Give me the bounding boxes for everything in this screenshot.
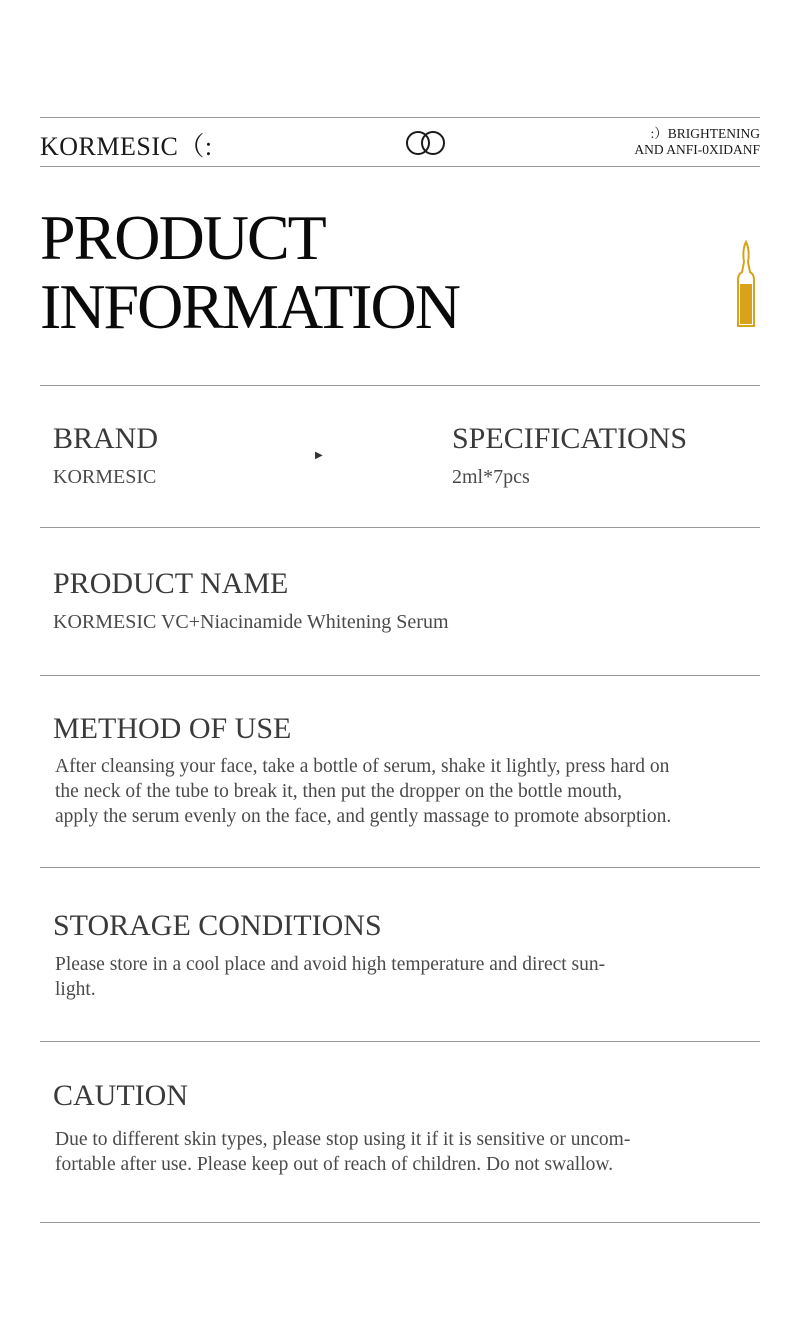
section-divider (40, 1041, 760, 1042)
method-of-use-line: After cleansing your face, take a bottle of serum, shake it lightly, press hard on (55, 756, 670, 777)
section-divider (40, 675, 760, 676)
brand-label: BRAND (53, 422, 159, 455)
specifications-label: SPECIFICATIONS (452, 422, 688, 455)
play-arrow-icon: ▶ (315, 450, 323, 461)
storage-conditions-line: Please store in a cool place and avoid high temperature and direct sun- (55, 954, 606, 975)
method-of-use-label: METHOD OF USE (53, 712, 292, 745)
page-title-line-1: PRODUCT (40, 202, 325, 273)
page-title-line-2: INFORMATION (40, 271, 459, 342)
brand-value: KORMESIC (53, 466, 157, 488)
storage-conditions-text (55, 952, 767, 1002)
product-name-value: KORMESIC VC+Niacinamide Whitening Serum (53, 611, 449, 633)
specifications-value: 2ml*7pcs (452, 466, 530, 488)
storage-conditions-line: light. (55, 979, 96, 1000)
tagline-line-2: AND ANFI-0XIDANF (634, 142, 760, 157)
header-brand: KORMESIC（: (40, 132, 213, 161)
method-of-use-line: apply the serum evenly on the face, and gently massage to promote absorption. (55, 806, 672, 827)
caution-text (55, 1127, 767, 1177)
product-name-label: PRODUCT NAME (53, 567, 289, 600)
caution-label: CAUTION (53, 1079, 188, 1112)
section-divider (40, 385, 760, 386)
section-divider (40, 1222, 760, 1223)
method-of-use-text (55, 754, 767, 829)
header-bottom-divider (40, 166, 760, 167)
section-divider (40, 867, 760, 868)
interlocking-rings-icon (405, 130, 447, 156)
method-of-use-line: the neck of the tube to break it, then put the dropper on the bottle mouth, (55, 781, 622, 802)
header-tagline (634, 126, 760, 158)
section-divider (40, 527, 760, 528)
ampoule-icon (734, 240, 758, 330)
storage-conditions-label: STORAGE CONDITIONS (53, 909, 382, 942)
caution-line: Due to different skin types, please stop using it if it is sensitive or uncom- (55, 1129, 631, 1150)
header-top-divider (40, 117, 760, 118)
tagline-line-1: :）BRIGHTENING (650, 126, 760, 141)
caution-line: fortable after use. Please keep out of reach of children. Do not swallow. (55, 1154, 614, 1175)
